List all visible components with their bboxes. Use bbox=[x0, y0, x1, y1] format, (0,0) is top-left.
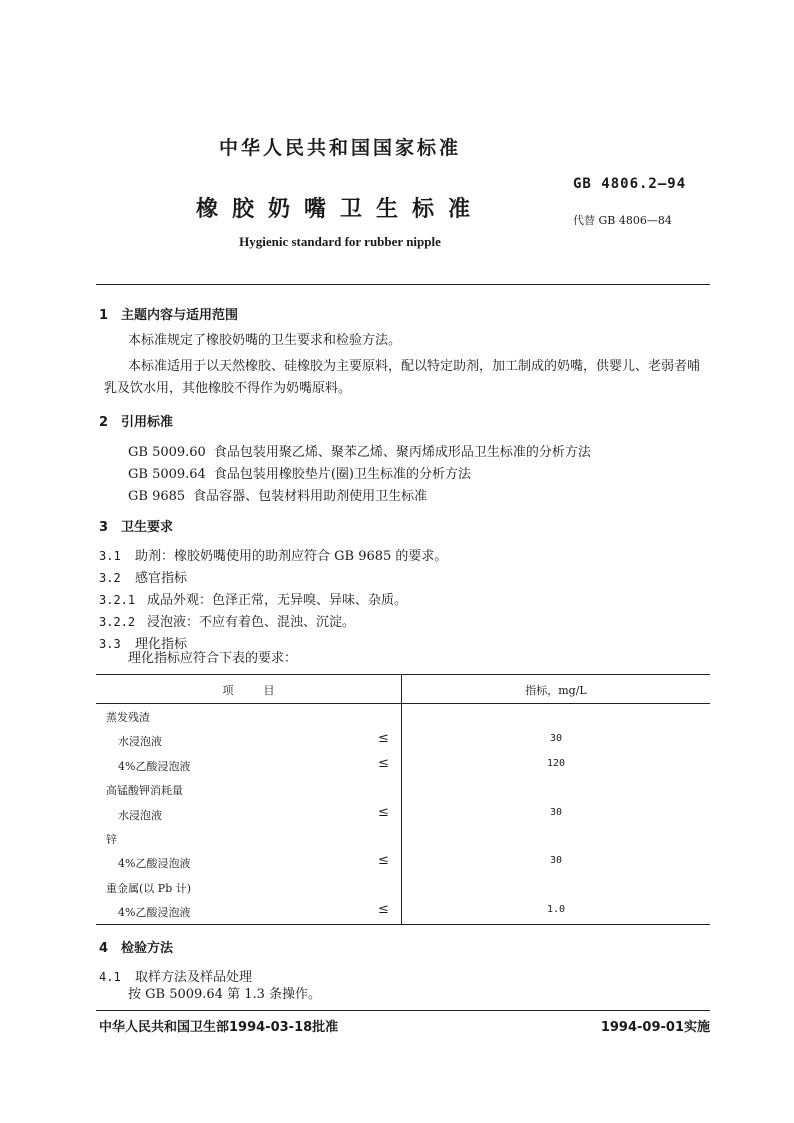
clause-3-2-1 bbox=[99, 589, 407, 608]
table-body bbox=[96, 704, 710, 924]
row-value: 30 bbox=[549, 806, 563, 818]
section-2-heading bbox=[99, 411, 173, 430]
reference-item bbox=[128, 485, 427, 504]
clause-text: 感官指标 bbox=[135, 571, 188, 586]
clause-3-1 bbox=[99, 545, 447, 564]
reference-title: 食品容器、包装材料用助剂使用卫生标准 bbox=[193, 489, 428, 504]
clause-text: 浸泡液：不应有着色、混浊、沉淀。 bbox=[147, 615, 356, 630]
table-row bbox=[96, 753, 710, 777]
english-title: Hygienic standard for rubber nipple bbox=[239, 234, 441, 249]
reference-code: GB 9685 bbox=[128, 489, 186, 504]
table-row bbox=[96, 899, 710, 923]
clause-number: 3.3 bbox=[99, 637, 121, 651]
national-standard-heading: 中华人民共和国国家标准 bbox=[218, 137, 461, 159]
row-value: 30 bbox=[549, 733, 563, 745]
section-number: 1 bbox=[99, 308, 109, 323]
table-row bbox=[96, 802, 710, 826]
clause-3-2 bbox=[99, 567, 187, 586]
row-name: 4%乙酸浸泡液 bbox=[118, 857, 191, 871]
table-intro: 理化指标应符合下表的要求： bbox=[128, 651, 298, 666]
clause-4-1-body: 按 GB 5009.64 第 1.3 条操作。 bbox=[128, 987, 322, 1002]
row-value: 120 bbox=[546, 757, 566, 769]
table-row bbox=[96, 850, 710, 874]
reference-code: GB 5009.64 bbox=[128, 467, 206, 482]
le-symbol: ≤ bbox=[378, 804, 389, 820]
reference-title: 食品包装用橡胶垫片(圈)卫生标准的分析方法 bbox=[213, 467, 471, 482]
row-name: 重金属(以 Pb 计) bbox=[106, 881, 192, 895]
section-1-heading bbox=[99, 304, 238, 323]
table-row bbox=[96, 826, 710, 850]
section-title: 引用标准 bbox=[121, 415, 174, 430]
table-row bbox=[96, 704, 710, 728]
clause-4-1 bbox=[99, 966, 252, 985]
row-name: 水浸泡液 bbox=[118, 735, 162, 749]
row-value: 30 bbox=[549, 855, 563, 867]
table-row bbox=[96, 728, 710, 752]
implementation-date: 1994-09-01实施 bbox=[600, 1020, 710, 1035]
reference-title: 食品包装用聚乙烯、聚苯乙烯、聚丙烯成形品卫生标准的分析方法 bbox=[213, 445, 591, 460]
standard-title: 橡胶奶嘴卫生标准 bbox=[195, 197, 484, 222]
section-title: 检验方法 bbox=[121, 941, 174, 956]
replaces-note: 代替 GB 4806—84 bbox=[573, 214, 672, 227]
section-4-heading bbox=[99, 937, 173, 956]
section-1-paragraph-2: 本标准适用于以天然橡胶、硅橡胶为主要原料，配以特定助剂，加工制成的奶嘴，供婴儿、老弱者哺乳及饮水用，其他橡胶不得作为奶嘴原料。 bbox=[104, 359, 701, 396]
header-rule bbox=[96, 284, 710, 285]
section-1-paragraph-1: 本标准规定了橡胶奶嘴的卫生要求和检验方法。 bbox=[128, 333, 402, 348]
clause-number: 3.2.2 bbox=[99, 615, 136, 629]
row-name: 锌 bbox=[106, 832, 117, 846]
section-title: 卫生要求 bbox=[121, 520, 174, 535]
header-value: 指标，mg/L bbox=[525, 684, 587, 697]
row-name: 高锰酸钾消耗量 bbox=[106, 784, 183, 798]
clause-number: 4.1 bbox=[99, 970, 121, 984]
section-title: 主题内容与适用范围 bbox=[121, 308, 239, 323]
row-name: 4%乙酸浸泡液 bbox=[118, 759, 191, 773]
reference-code: GB 5009.60 bbox=[128, 445, 206, 460]
le-symbol: ≤ bbox=[378, 853, 389, 869]
section-number: 4 bbox=[99, 941, 109, 956]
section-number: 3 bbox=[99, 520, 109, 535]
clause-3-2-2 bbox=[99, 611, 355, 630]
clause-text: 取样方法及样品处理 bbox=[135, 970, 253, 985]
clause-text: 成品外观：色泽正常，无异嗅、异味、杂质。 bbox=[147, 593, 408, 608]
reference-item bbox=[128, 441, 591, 460]
clause-number: 3.2.1 bbox=[99, 593, 136, 607]
table-bottom-rule bbox=[96, 924, 710, 925]
clause-number: 3.2 bbox=[99, 571, 121, 585]
header-item: 项目 bbox=[222, 684, 305, 697]
physicochemical-table bbox=[96, 674, 710, 925]
le-symbol: ≤ bbox=[378, 755, 389, 771]
le-symbol: ≤ bbox=[378, 731, 389, 747]
section-number: 2 bbox=[99, 415, 109, 430]
row-name: 蒸发残渣 bbox=[106, 711, 150, 724]
table-header bbox=[96, 675, 710, 704]
table-row bbox=[96, 875, 710, 899]
clause-text: 理化指标 bbox=[135, 637, 188, 652]
standard-number: GB 4806.2—94 bbox=[573, 176, 687, 192]
row-value: 1.0 bbox=[546, 904, 566, 916]
footer-rule bbox=[96, 1010, 710, 1011]
section-3-heading bbox=[99, 516, 173, 535]
row-name: 水浸泡液 bbox=[118, 808, 162, 822]
clause-text: 助剂：橡胶奶嘴使用的助剂应符合 GB 9685 的要求。 bbox=[135, 549, 448, 564]
approval-line: 中华人民共和国卫生部1994-03-18批准 bbox=[99, 1020, 339, 1035]
row-name: 4%乙酸浸泡液 bbox=[118, 906, 191, 920]
le-symbol: ≤ bbox=[378, 902, 389, 918]
reference-item bbox=[128, 463, 471, 482]
clause-number: 3.1 bbox=[99, 549, 121, 563]
table-row bbox=[96, 777, 710, 801]
